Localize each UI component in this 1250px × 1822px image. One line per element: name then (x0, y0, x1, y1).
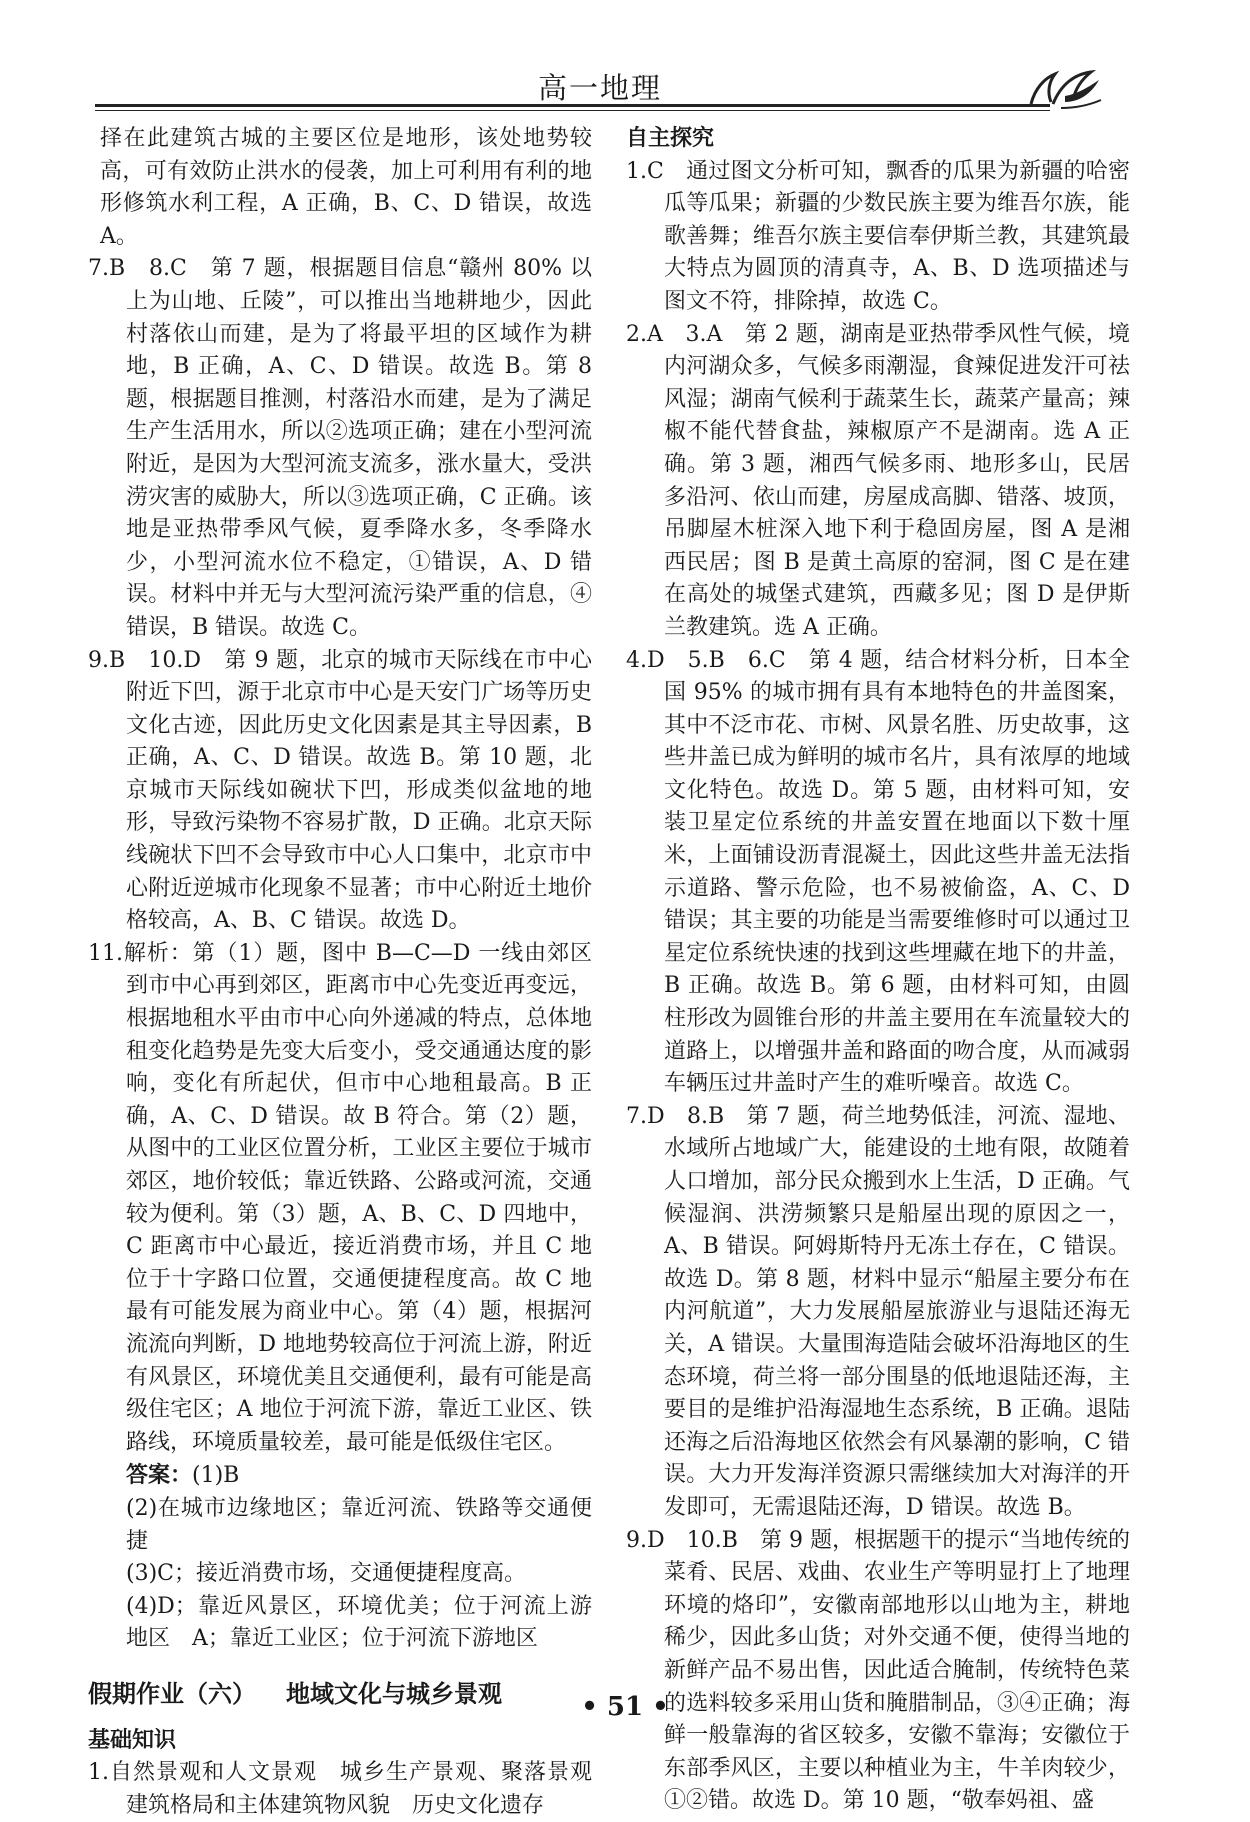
answer-block (88, 1459, 592, 1493)
continued-answer: 择在此建筑古城的主要区位是地形，该处地势较高，可有效防止洪水的侵袭，加上可利用有利的地形修筑水利工程，A 正确，B、C、D 错误，故选 A。 (100, 126, 592, 249)
answer-q9-10-right: 9.D 10.B 第 9 题，根据题干的提示“当地传统的菜肴、民居、戏曲、农业生产等明显打上了地理环境的烙印”，安徽南部地形以山地为主，耕地稀少，因此多山货；对外交通不便，使得当地的新鲜产品不易出售，因此适合腌制，传统特色菜的选料较多采用山货和腌腊制品，③④正确；海鲜一般靠海的省区较多，安徽不靠海；安徽位于东部季风区，主要以种植业为主，牛羊肉较少，①②错。故选 D。第 10 题，“敬奉妈祖、盛 (626, 1527, 1130, 1814)
page-number: • 51 • (581, 1692, 669, 1722)
answer-3: (3)C；接近消费市场，交通便捷程度高。 (126, 1561, 526, 1587)
answer-q1: 1.C 通过图文分析可知，飘香的瓜果为新疆的哈密瓜等瓜果；新疆的少数民族主要为维吾尔族，能歌善舞；维吾尔族主要信奉伊斯兰教，其建筑最大特点为圆顶的清真寺，A、B、D 选项描述与图文不符，排除掉，故选 C。 (626, 158, 1130, 314)
answer-q7-8-right: 7.D 8.B 第 7 题，荷兰地势低洼，河流、湿地、水域所占地域广大，能建设的土地有限，故随着人口增加，部分民众搬到水上生活，D 正确。气候湿润、洪涝频繁只是船屋出现的原因之一，A、B 错误。阿姆斯特丹无冻土存在，C 错误。故选 D。第 8 题，材料中显示“船屋主要分布在内河航道”，大力发展船屋旅游业与退陆还海无关，A 错误。大量围海造陆会破坏沿海地区的生态环境，荷兰将一部分围垦的低地退陆还海，主要目的是维护沿海湿地生态系统，B 正确。退陆还海之后沿海地区依然会有风暴潮的影响，C 错误。大力开发海洋资源只需继续加大对海洋的开发即可，无需退陆还海，D 错误。故选 B。 (626, 1103, 1130, 1520)
header-rule-thin (95, 110, 1050, 111)
answer-label: 答案： (126, 1462, 193, 1489)
answer-q9-10: 9.B 10.D 第 9 题，北京的城市天际线在市中心附近下凹，源于北京市中心是天安门广场等历史文化古迹，因此历史文化因素是其主导因素，B 正确，A、C、D 错误。故选 B。第 10 题，北京城市天际线如碗状下凹，形成类似盆地的地形，导致污染物不容易扩散，D 正确。北京天际线碗状下凹不会导致市中心人口集中，北京市中心附近逆城市化现象不显著；市中心附近土地价格较高，A、B、C 错误。故选 D。 (88, 647, 592, 934)
header-rule (95, 104, 1050, 107)
page-title: 高一地理 (537, 71, 662, 105)
answer-q7-8: 7.B 8.C 第 7 题，根据题目信息“赣州 80% 以上为山地、丘陵”，可以推出当地耕地少，因此村落依山而建，是为了将最平坦的区域作为耕地，B 正确，A、C、D 错误。故选 B。第 8 题，根据题目推测，村落沿水而建，是为了满足生产生活用水，所以②选项正确；建在小型河流附近，是因为大型河流支流多，涨水量大，受洪涝灾害的威胁大，所以③选项正确，C 正确。该地是亚热带季风气候，夏季降水多，冬季降水少，小型河流水位不稳定，①错误，A、D 错误。材料中并无与大型河流污染严重的信息，④错误，B 错误。故选 C。 (88, 256, 592, 640)
answer-1: (1)B (192, 1463, 240, 1489)
basic-answer-1: 1.自然景观和人文景观 城乡生产景观、聚落景观 建筑格局和主体建筑物风貌 历史文化遗存 (88, 1760, 615, 1818)
answer-q4-6: 4.D 5.B 6.C 第 4 题，结合材料分析，日本全国 95% 的城市拥有具有本地特色的井盖图案，其中不泛市花、市树、风景名胜、历史故事，这些井盖已成为鲜明的城市名片，具有浓厚的地域文化特色。故选 D。第 5 题，由材料可知，安装卫星定位系统的井盖安置在地面以下数十厘米，上面铺设沥青混凝土，因此这些井盖无法指示道路、警示危险，也不易被偷盗，A、C、D 错误；其主要的功能是当需要维修时可以通过卫星定位系统快速的找到这些埋藏在地下的井盖，B 正确。故选 B。第 6 题，由材料可知，由圆柱形改为圆锥台形的井盖主要用在车流量较大的道路上，以增强井盖和路面的吻合度，从而减弱车辆压过井盖时产生的难听噪音。故选 C。 (626, 647, 1130, 1097)
answer-q11: 11.解析：第（1）题，图中 B—C—D 一线由郊区到市中心再到郊区，距离市中心先变近再变远，根据地租水平由市中心向外递减的特点，总体地租变化趋势是先变大后变小，受交通通达度的影响，变化有所起伏，但市中心地租最高。B 正确，A、C、D 错误。故 B 符合。第（2）题，从图中的工业区位置分析，工业区主要位于城市郊区，地价较低；靠近铁路、公路或河流，交通较为便利。第（3）题，A、B、C、D 四地中，C 距离市中心最近，接近消费市场，并且 C 地位于十字路口位置，交通便捷程度高。故 C 地最有可能发展为商业中心。第（4）题，根据河流流向判断，D 地地势较高位于河流上游，附近有风景区，环境优美且交通便利，最有可能是高级住宅区；A 地位于河流下游，靠近工业区、铁路线，环境质量较差，最可能是低级住宅区。 (88, 940, 592, 1455)
leaf-ornament-icon (1025, 60, 1105, 116)
answer-4: (4)D；靠近风景区，环境优美；位于河流上游地区 A；靠近工业区；位于河流下游地区 (126, 1593, 592, 1652)
homework-title: 地域文化与城乡景观 (286, 1679, 502, 1708)
right-column (626, 123, 1130, 1818)
explore-title: 自主探究 (626, 126, 715, 151)
page-header (95, 58, 1105, 108)
homework-label: 假期作业（六） (88, 1679, 256, 1708)
basic-knowledge-title: 基础知识 (88, 1727, 177, 1753)
answer-2: (2)在城市边缘地区；靠近河流、铁路等交通便捷 (126, 1495, 592, 1554)
answer-q2-3: 2.A 3.A 第 2 题，湖南是亚热带季风性气候，境内河湖众多，气候多雨潮湿，食辣促进发汗可祛风湿；湖南气候利于蔬菜生长，蔬菜产量高；辣椒不能代替食盐，辣椒原产不是湖南。选 A 正确。第 3 题，湘西气候多雨、地形多山，民居多沿河、依山而建，房屋成高脚、错落、坡顶，吊脚屋木桩深入地下利于稳固房屋，图 A 是湘西民居；图 B 是黄土高原的窑洞，图 C 是在建在高处的城堡式建筑，西藏多见；图 D 是伊斯兰教建筑。选 A 正确。 (626, 321, 1130, 640)
left-column (88, 123, 615, 1822)
